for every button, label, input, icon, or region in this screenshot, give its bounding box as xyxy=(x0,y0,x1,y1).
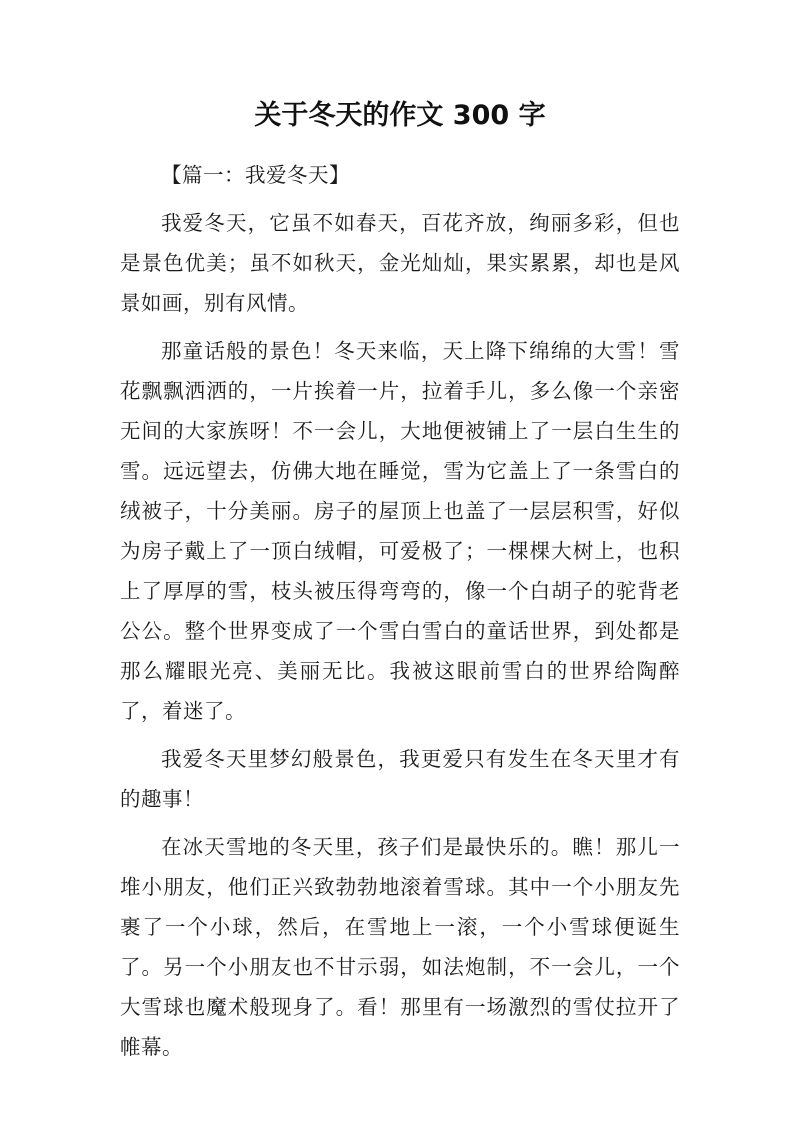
section-heading: 【篇一：我爱冬天】 xyxy=(161,163,350,187)
page-title: 关于冬天的作文 300 字 xyxy=(254,100,546,131)
essay-body xyxy=(120,155,680,1075)
paragraph: 我爱冬天，它虽不如春天，百花齐放，绚丽多彩，但也是景色优美；虽不如秋天，金光灿灿，果实累累，却也是风景如画，别有风情。 xyxy=(120,211,680,315)
paragraph: 我爱冬天里梦幻般景色，我更爱只有发生在冬天里才有的趣事！ xyxy=(120,747,680,811)
paragraph: 在冰天雪地的冬天里，孩子们是最快乐的。瞧！那儿一堆小朋友，他们正兴致勃勃地滚着雪球。其中一个小朋友先裹了一个小球，然后，在雪地上一滚，一个小雪球便诞生了。另一个小朋友也不甘示弱，如法炮制，不一会儿，一个大雪球也魔术般现身了。看！那里有一场激烈的雪仗拉开了帷幕。 xyxy=(120,835,680,1059)
paragraph: 那童话般的景色！冬天来临，天上降下绵绵的大雪！雪花飘飘洒洒的，一片挨着一片，拉着手儿，多么像一个亲密无间的大家族呀！不一会儿，大地便被铺上了一层白生生的雪。远远望去，仿佛大地在睡觉，雪为它盖上了一条雪白的绒被子，十分美丽。房子的屋顶上也盖了一层层积雪，好似为房子戴上了一顶白绒帽，可爱极了；一棵棵大树上，也积上了厚厚的雪，枝头被压得弯弯的，像一个白胡子的驼背老公公。整个世界变成了一个雪白雪白的童话世界，到处都是那么耀眼光亮、美丽无比。我被这眼前雪白的世界给陶醉了，着迷了。 xyxy=(120,339,680,723)
